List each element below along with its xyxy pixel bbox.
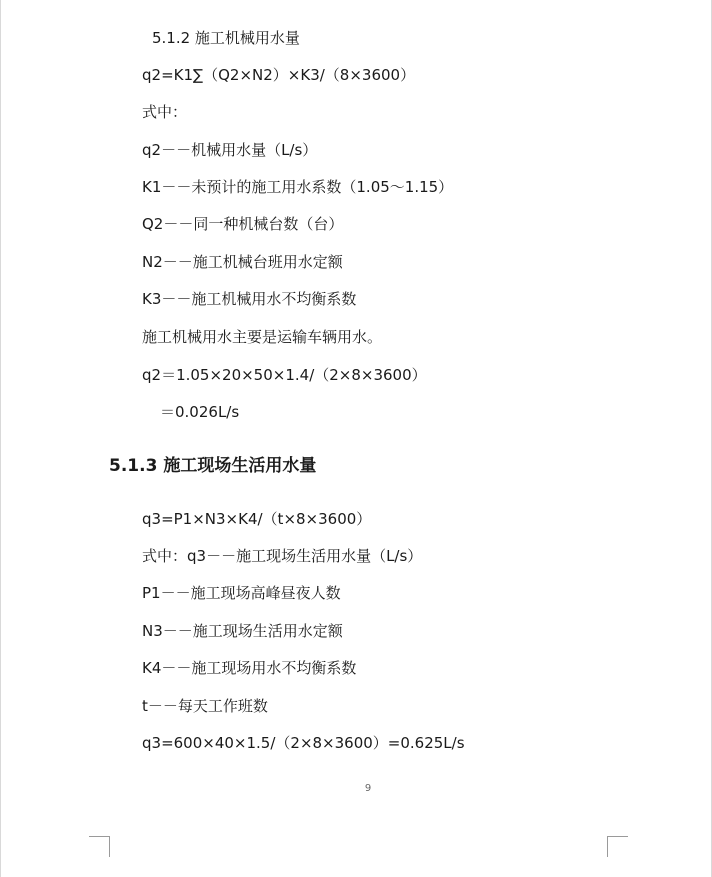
section-512-def: Q2－－同一种机械台数（台） xyxy=(142,215,344,233)
section-512-def: q2－－机械用水量（L/s） xyxy=(142,141,318,159)
page-edge-left xyxy=(0,0,1,877)
section-512-def: K3－－施工机械用水不均衡系数 xyxy=(142,290,357,308)
section-512-result: ＝0.026L/s xyxy=(160,403,240,421)
section-513-def: P1－－施工现场高峰昼夜人数 xyxy=(142,584,341,602)
page-number: 9 xyxy=(364,783,372,794)
margin-corner-mark-left xyxy=(89,836,110,857)
section-513-def: t－－每天工作班数 xyxy=(142,697,268,715)
section-513-heading: 5.1.3 施工现场生活用水量 xyxy=(109,456,317,476)
section-513-calc: q3=600×40×1.5/（2×8×3600）=0.625L/s xyxy=(142,734,465,752)
section-512-calc: q2＝1.05×20×50×1.4/（2×8×3600） xyxy=(142,366,427,384)
section-512-heading: 5.1.2 施工机械用水量 xyxy=(152,29,300,47)
section-513-def: K4－－施工现场用水不均衡系数 xyxy=(142,659,357,677)
section-513-def: N3－－施工现场生活用水定额 xyxy=(142,622,343,640)
section-512-def: K1－－未预计的施工用水系数（1.05～1.15） xyxy=(142,178,454,196)
section-512-def: N2－－施工机械台班用水定额 xyxy=(142,253,343,271)
section-512-note: 施工机械用水主要是运输车辆用水。 xyxy=(142,328,383,346)
section-513-formula: q3=P1×N3×K4/（t×8×3600） xyxy=(142,510,372,528)
section-513-where: 式中：q3－－施工现场生活用水量（L/s） xyxy=(142,547,423,565)
section-512-formula: q2=K1∑（Q2×N2）×K3/（8×3600） xyxy=(142,66,416,84)
section-512-where: 式中： xyxy=(142,103,188,121)
margin-corner-mark-right xyxy=(607,836,628,857)
